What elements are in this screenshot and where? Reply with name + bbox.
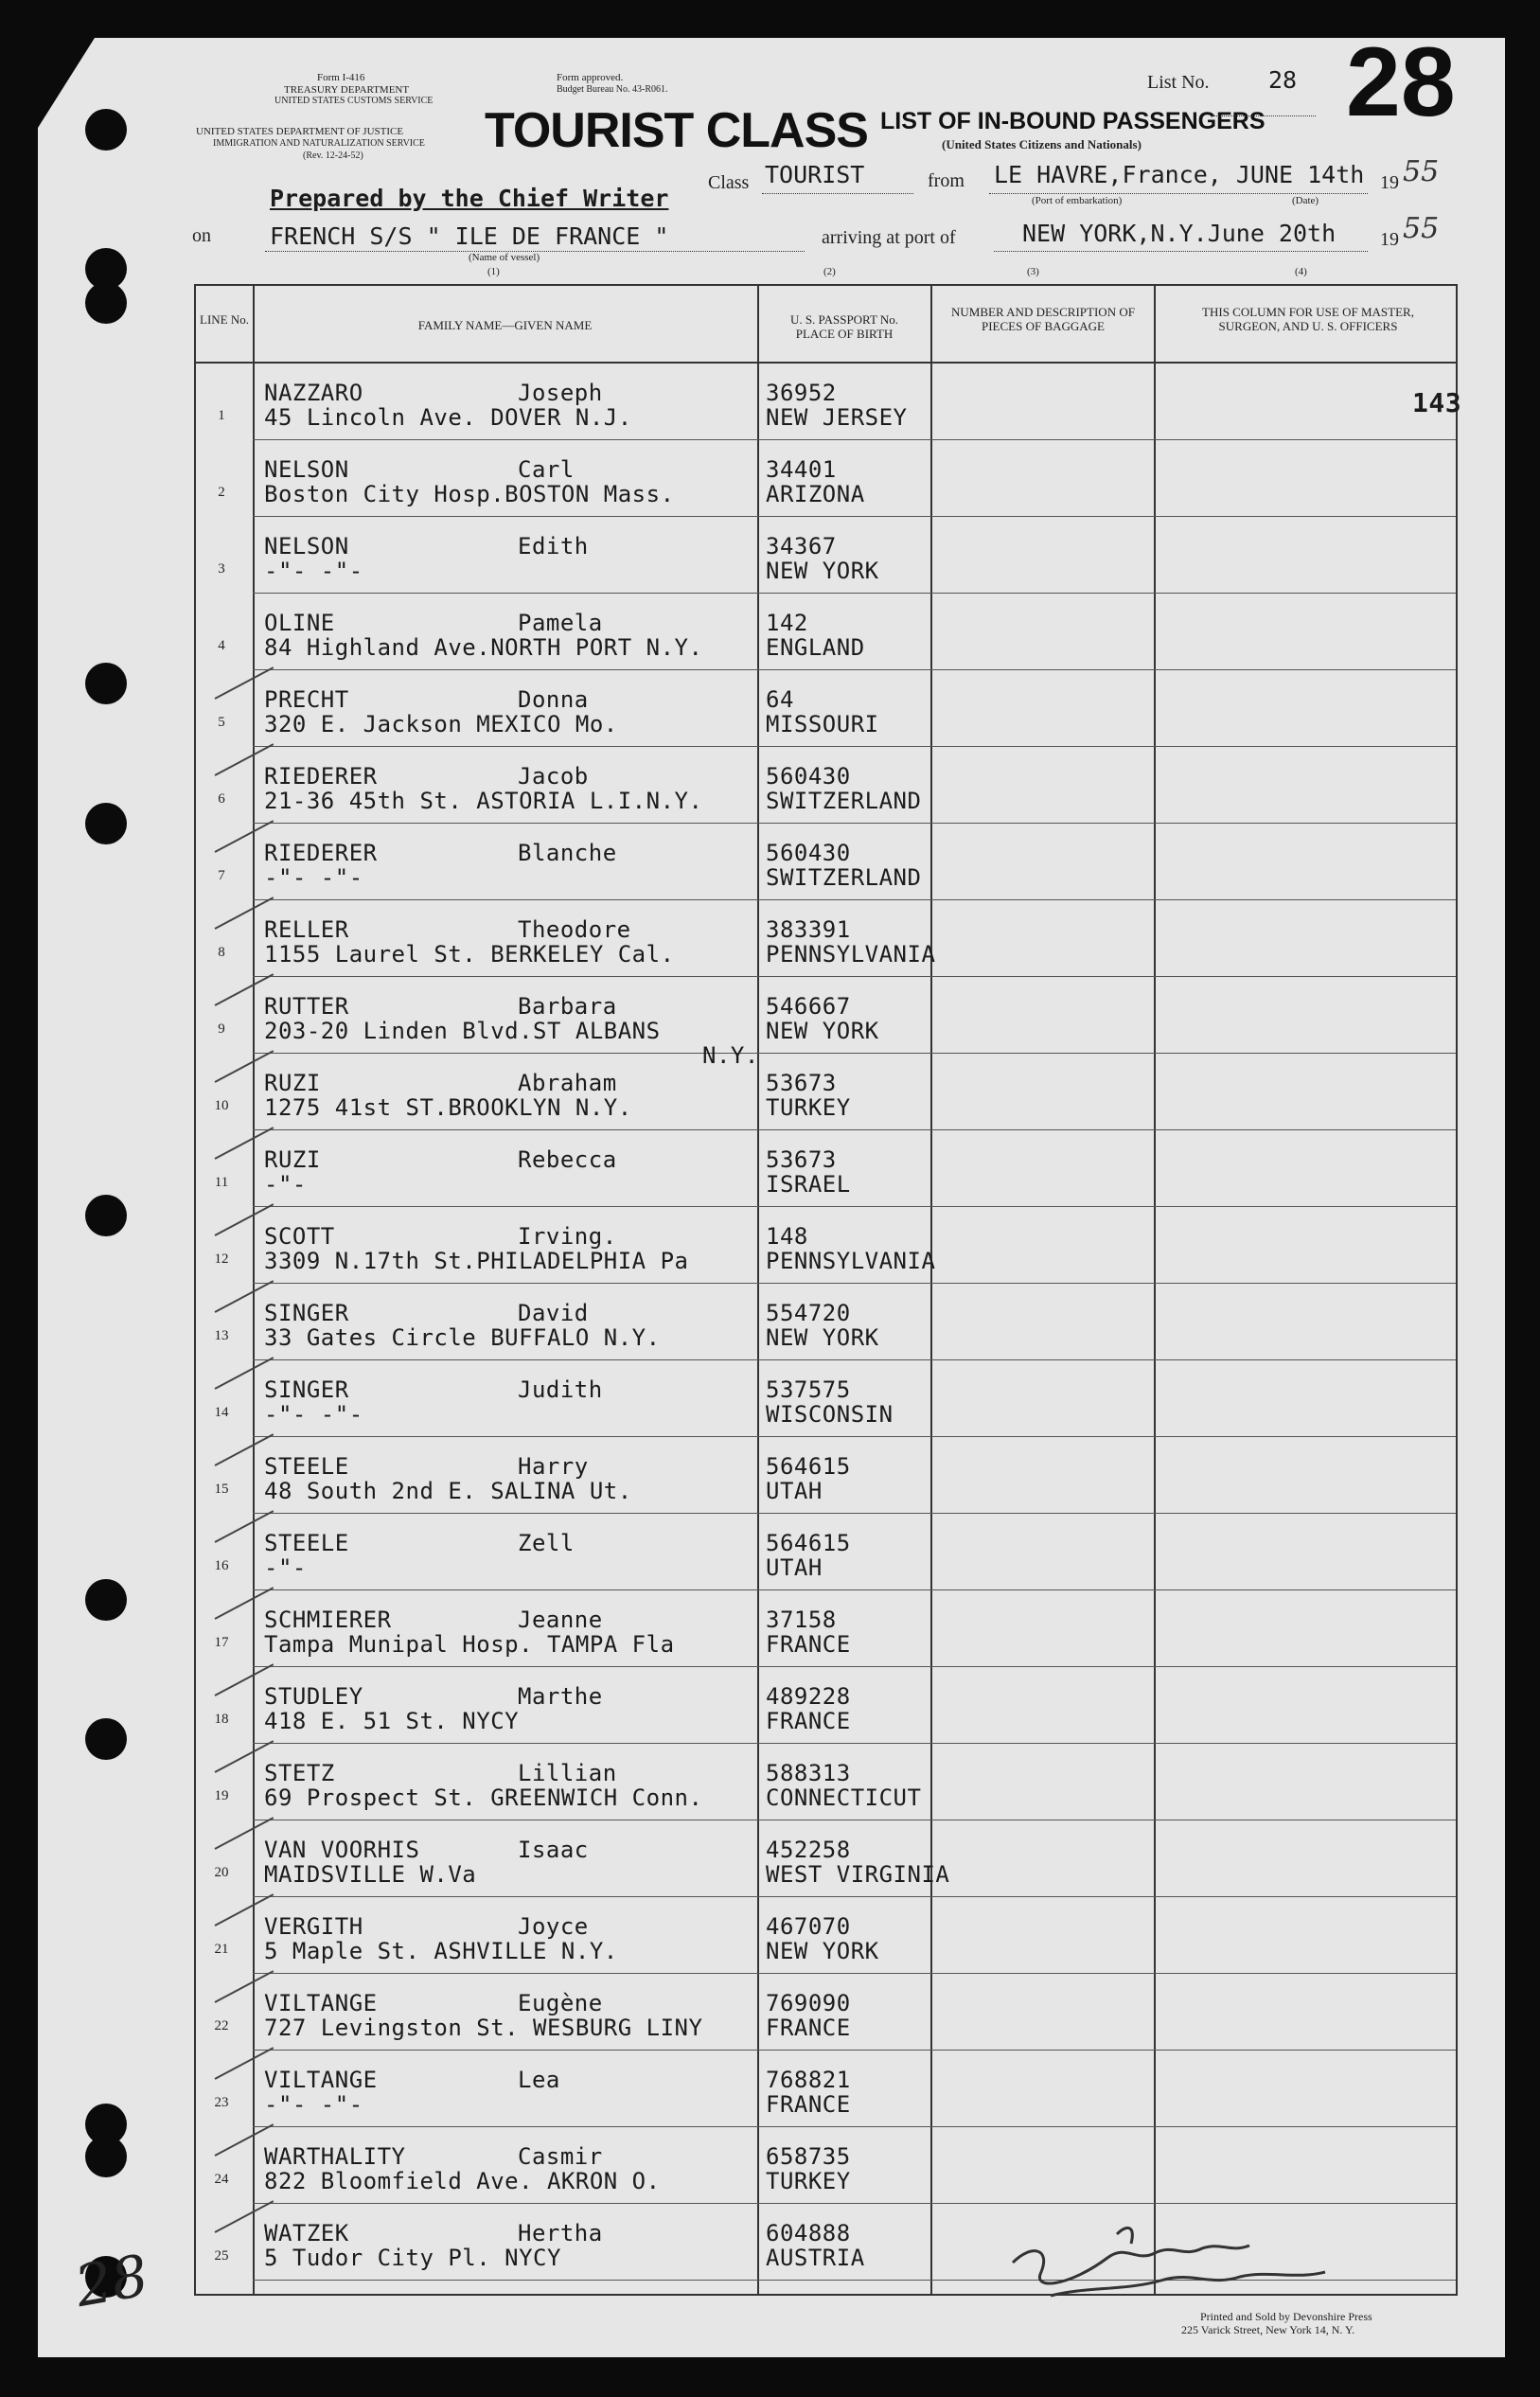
passport-number: 537575 bbox=[766, 1376, 851, 1403]
table-row bbox=[214, 1973, 1456, 2051]
col1-caption: (1) bbox=[487, 266, 500, 277]
given-name: Rebecca bbox=[518, 1146, 617, 1173]
given-name: Joyce bbox=[518, 1913, 589, 1940]
address: -"- -"- bbox=[264, 558, 363, 584]
address: 1275 41st ST.BROOKLYN N.Y. bbox=[264, 1094, 632, 1121]
ins-service: IMMIGRATION AND NATURALIZATION SERVICE bbox=[213, 138, 425, 149]
table-row bbox=[214, 1283, 1456, 1360]
list-no-underline bbox=[1212, 115, 1316, 116]
punch-hole bbox=[85, 663, 127, 704]
family-name: STUDLEY bbox=[264, 1683, 363, 1710]
address: 3309 N.17th St.PHILADELPHIA Pa bbox=[264, 1248, 689, 1274]
place-of-birth: NEW JERSEY bbox=[766, 404, 908, 431]
year-2: 55 bbox=[1403, 212, 1440, 245]
budget-bureau: Budget Bureau No. 43-R061. bbox=[557, 84, 668, 95]
address: MAIDSVILLE W.Va bbox=[264, 1861, 477, 1888]
address: 727 Levingston St. WESBURG LINY bbox=[264, 2015, 703, 2041]
table-row bbox=[218, 976, 1456, 1069]
address: 33 Gates Circle BUFFALO N.Y. bbox=[264, 1324, 661, 1351]
vessel-value: FRENCH S/S " ILE DE FRANCE " bbox=[270, 222, 669, 250]
printer-line-1: Printed and Sold by Devonshire Press bbox=[1200, 2310, 1372, 2323]
table-row bbox=[214, 1053, 1456, 1130]
line-number: 17 bbox=[214, 1635, 229, 1650]
tourist-class-title: TOURIST CLASS bbox=[485, 103, 868, 158]
vessel-caption: (Name of vessel) bbox=[469, 252, 540, 263]
address: -"- -"- bbox=[264, 2091, 363, 2118]
family-name: VILTANGE bbox=[264, 1990, 378, 2016]
table-row bbox=[214, 2126, 1456, 2204]
place-of-birth: ENGLAND bbox=[766, 634, 865, 661]
line-number: 16 bbox=[214, 1558, 229, 1573]
family-name: STETZ bbox=[264, 1760, 335, 1786]
passport-number: 383391 bbox=[766, 916, 851, 943]
table-row bbox=[218, 363, 1462, 440]
address: 822 Bloomfield Ave. AKRON O. bbox=[264, 2168, 661, 2194]
table-row bbox=[214, 1206, 1456, 1284]
line-number: 10 bbox=[214, 1098, 229, 1113]
passport-number: 564615 bbox=[766, 1530, 851, 1556]
family-name: SCHMIERER bbox=[264, 1607, 392, 1633]
table-row bbox=[214, 1820, 1456, 1897]
place-of-birth: TURKEY bbox=[766, 2168, 851, 2194]
place-of-birth: ARIZONA bbox=[766, 481, 865, 507]
arrival-underline bbox=[994, 251, 1368, 252]
list-no-value: 28 bbox=[1268, 66, 1298, 94]
table-row bbox=[218, 669, 1456, 747]
given-name: Barbara bbox=[518, 993, 617, 1020]
given-name: Casmir bbox=[518, 2143, 603, 2170]
table-row bbox=[218, 823, 1456, 900]
line-number: 24 bbox=[214, 2172, 229, 2187]
punch-hole bbox=[85, 1195, 127, 1236]
address: 5 Maple St. ASHVILLE N.Y. bbox=[264, 1938, 618, 1964]
place-of-birth: ISRAEL bbox=[766, 1171, 851, 1198]
line-number: 3 bbox=[218, 561, 225, 577]
on-label: on bbox=[192, 225, 211, 246]
given-name: Harry bbox=[518, 1453, 589, 1480]
table-row bbox=[218, 899, 1456, 977]
table-row bbox=[214, 1896, 1456, 1974]
place-of-birth: NEW YORK bbox=[766, 1324, 879, 1351]
line-number: 14 bbox=[214, 1405, 229, 1420]
table-row bbox=[218, 746, 1456, 824]
family-name: PRECHT bbox=[264, 686, 349, 713]
place-of-birth: NEW YORK bbox=[766, 1938, 879, 1964]
place-of-birth: FRANCE bbox=[766, 2015, 851, 2041]
given-name: Jacob bbox=[518, 763, 589, 790]
table-row bbox=[218, 593, 1456, 670]
list-no-label: List No. bbox=[1147, 72, 1210, 93]
header-officers: THIS COLUMN FOR USE OF MASTER, SURGEON, AND U. S. OFFICERS bbox=[1202, 305, 1414, 333]
form-approved: Form approved. bbox=[557, 72, 624, 83]
customs-service: UNITED STATES CUSTOMS SERVICE bbox=[274, 96, 434, 106]
place-of-birth: PENNSYLVANIA bbox=[766, 941, 936, 968]
family-name: NAZZARO bbox=[264, 380, 363, 406]
given-name: Isaac bbox=[518, 1837, 589, 1863]
address: 5 Tudor City Pl. NYCY bbox=[264, 2245, 561, 2271]
family-name: VILTANGE bbox=[264, 2067, 378, 2093]
family-name: RIEDERER bbox=[264, 840, 378, 866]
address: 1155 Laurel St. BERKELEY Cal. bbox=[264, 941, 675, 968]
class-label: Class bbox=[708, 172, 750, 193]
place-of-birth: UTAH bbox=[766, 1554, 823, 1581]
given-name: Judith bbox=[518, 1376, 603, 1403]
place-of-birth: CONNECTICUT bbox=[766, 1784, 922, 1811]
header-name: FAMILY NAME—GIVEN NAME bbox=[417, 318, 593, 332]
list-title: LIST OF IN-BOUND PASSENGERS bbox=[880, 108, 1266, 134]
family-name: RUTTER bbox=[264, 993, 349, 1020]
place-of-birth: AUSTRIA bbox=[766, 2245, 865, 2271]
line-number: 5 bbox=[218, 715, 225, 730]
line-number: 25 bbox=[214, 2248, 229, 2264]
family-name: RUZI bbox=[264, 1070, 321, 1096]
from-underline bbox=[989, 193, 1368, 194]
line-number: 15 bbox=[214, 1482, 229, 1497]
address: 69 Prospect St. GREENWICH Conn. bbox=[264, 1784, 703, 1811]
address: -"- bbox=[264, 1171, 307, 1198]
table-row bbox=[214, 1666, 1456, 1744]
given-name: Abraham bbox=[518, 1070, 617, 1096]
passport-number: 64 bbox=[766, 686, 794, 713]
family-name: VERGITH bbox=[264, 1913, 363, 1940]
form-revision: (Rev. 12-24-52) bbox=[303, 151, 363, 161]
passport-number: 546667 bbox=[766, 993, 851, 1020]
place-of-birth: NEW YORK bbox=[766, 558, 879, 584]
passport-number: 36952 bbox=[766, 380, 837, 406]
given-name: Eugène bbox=[518, 1990, 603, 2016]
passport-number: 467070 bbox=[766, 1913, 851, 1940]
punch-hole bbox=[85, 282, 127, 324]
given-name: Marthe bbox=[518, 1683, 603, 1710]
passport-number: 489228 bbox=[766, 1683, 851, 1710]
line-number: 18 bbox=[214, 1712, 229, 1727]
line-number: 13 bbox=[214, 1328, 229, 1343]
col2-caption: (2) bbox=[823, 266, 836, 277]
header-baggage: NUMBER AND DESCRIPTION OF PIECES OF BAGGAGE bbox=[951, 305, 1135, 333]
passport-number: 148 bbox=[766, 1223, 808, 1250]
family-name: RIEDERER bbox=[264, 763, 378, 790]
table-row bbox=[214, 1436, 1456, 1514]
family-name: STEELE bbox=[264, 1453, 349, 1480]
address-continuation: N.Y. bbox=[702, 1042, 759, 1069]
line-number: 22 bbox=[214, 2018, 229, 2033]
line-number: 4 bbox=[218, 638, 225, 653]
given-name: Theodore bbox=[518, 916, 631, 943]
address: 48 South 2nd E. SALINA Ut. bbox=[264, 1478, 632, 1504]
table-row bbox=[214, 2050, 1456, 2127]
line-number: 2 bbox=[218, 485, 225, 500]
given-name: Donna bbox=[518, 686, 589, 713]
address: -"- -"- bbox=[264, 1401, 363, 1428]
table-row bbox=[214, 1743, 1456, 1820]
table-row bbox=[214, 1513, 1456, 1590]
place-of-birth: TURKEY bbox=[766, 1094, 851, 1121]
address: Tampa Munipal Hosp. TAMPA Fla bbox=[264, 1631, 675, 1658]
address: 84 Highland Ave.NORTH PORT N.Y. bbox=[264, 634, 703, 661]
address: Boston City Hosp.BOSTON Mass. bbox=[264, 481, 675, 507]
table-row bbox=[214, 1589, 1456, 1667]
passport-number: 588313 bbox=[766, 1760, 851, 1786]
punch-hole bbox=[85, 803, 127, 844]
year-prefix-2: 19 bbox=[1380, 229, 1399, 250]
printer-line-2: 225 Varick Street, New York 14, N. Y. bbox=[1181, 2323, 1355, 2336]
line-number: 23 bbox=[214, 2095, 229, 2110]
arriving-label: arriving at port of bbox=[822, 227, 956, 248]
year-prefix-1: 19 bbox=[1380, 172, 1399, 193]
passport-number: 658735 bbox=[766, 2143, 851, 2170]
passenger-table bbox=[194, 284, 1462, 2296]
justice-dept: UNITED STATES DEPARTMENT OF JUSTICE bbox=[196, 126, 404, 137]
family-name: RELLER bbox=[264, 916, 349, 943]
family-name: WATZEK bbox=[264, 2220, 349, 2246]
passport-number: 53673 bbox=[766, 1070, 837, 1096]
line-number: 1 bbox=[218, 408, 225, 423]
family-name: VAN VOORHIS bbox=[264, 1837, 420, 1863]
passport-number: 53673 bbox=[766, 1146, 837, 1173]
arrival-value: NEW YORK,N.Y.June 20th bbox=[1022, 220, 1336, 247]
table-row bbox=[214, 1129, 1456, 1207]
class-underline bbox=[762, 193, 913, 194]
place-of-birth: PENNSYLVANIA bbox=[766, 1248, 936, 1274]
given-name: Zell bbox=[518, 1530, 575, 1556]
class-value: TOURIST bbox=[765, 161, 865, 188]
punch-hole bbox=[85, 1718, 127, 1760]
family-name: RUZI bbox=[264, 1146, 321, 1173]
date-caption: (Date) bbox=[1292, 195, 1319, 206]
family-name: NELSON bbox=[264, 533, 349, 559]
port-caption: (Port of embarkation) bbox=[1032, 195, 1123, 206]
passport-number: 560430 bbox=[766, 840, 851, 866]
given-name: Edith bbox=[518, 533, 589, 559]
address: 203-20 Linden Blvd.ST ALBANS bbox=[264, 1018, 661, 1044]
given-name: Jeanne bbox=[518, 1607, 603, 1633]
col3-caption: (3) bbox=[1027, 266, 1039, 277]
place-of-birth: FRANCE bbox=[766, 2091, 851, 2118]
address: 45 Lincoln Ave. DOVER N.J. bbox=[264, 404, 632, 431]
given-name: David bbox=[518, 1300, 589, 1326]
line-number: 6 bbox=[218, 791, 225, 807]
passport-number: 768821 bbox=[766, 2067, 851, 2093]
line-number: 8 bbox=[218, 945, 225, 960]
place-of-birth: WEST VIRGINIA bbox=[766, 1861, 950, 1888]
line-number: 19 bbox=[214, 1788, 229, 1803]
punch-hole bbox=[85, 1579, 127, 1621]
from-label: from bbox=[928, 170, 965, 191]
line-number: 20 bbox=[214, 1865, 229, 1880]
passport-number: 769090 bbox=[766, 1990, 851, 2016]
big-list-number: 28 bbox=[1346, 27, 1456, 137]
line-number: 21 bbox=[214, 1942, 229, 1957]
place-of-birth: FRANCE bbox=[766, 1631, 851, 1658]
passport-number: 34367 bbox=[766, 533, 837, 559]
place-of-birth: NEW YORK bbox=[766, 1018, 879, 1044]
family-name: WARTHALITY bbox=[264, 2143, 406, 2170]
place-of-birth: FRANCE bbox=[766, 1708, 851, 1734]
passport-number: 560430 bbox=[766, 763, 851, 790]
given-name: Pamela bbox=[518, 610, 603, 636]
prepared-by: Prepared by the Chief Writer bbox=[270, 185, 669, 212]
given-name: Lea bbox=[518, 2067, 560, 2093]
family-name: SINGER bbox=[264, 1300, 349, 1326]
table-row bbox=[214, 1359, 1456, 1437]
punch-hole bbox=[85, 109, 127, 151]
list-subtitle: (United States Citizens and Nationals) bbox=[942, 137, 1142, 151]
given-name: Blanche bbox=[518, 840, 617, 866]
passport-number: 37158 bbox=[766, 1607, 837, 1633]
torn-corner bbox=[38, 38, 95, 128]
form-number: Form I-416 bbox=[317, 72, 365, 83]
family-name: SCOTT bbox=[264, 1223, 335, 1250]
family-name: OLINE bbox=[264, 610, 335, 636]
passport-number: 34401 bbox=[766, 456, 837, 483]
col4-caption: (4) bbox=[1295, 266, 1307, 277]
officer-signature bbox=[994, 2206, 1354, 2310]
given-name: Irving. bbox=[518, 1223, 617, 1250]
family-name: SINGER bbox=[264, 1376, 349, 1403]
place-of-birth: SWITZERLAND bbox=[766, 788, 922, 814]
place-of-birth: UTAH bbox=[766, 1478, 823, 1504]
address: -"- -"- bbox=[264, 864, 363, 891]
address: 418 E. 51 St. NYCY bbox=[264, 1708, 520, 1734]
header-line-no: LINE No. bbox=[200, 312, 249, 327]
family-name: STEELE bbox=[264, 1530, 349, 1556]
embark-value: LE HAVRE,France, JUNE 14th bbox=[994, 161, 1365, 188]
place-of-birth: SWITZERLAND bbox=[766, 864, 922, 891]
header-passport: U. S. PASSPORT No. PLACE OF BIRTH bbox=[789, 312, 899, 341]
address: 320 E. Jackson MEXICO Mo. bbox=[264, 711, 618, 737]
place-of-birth: MISSOURI bbox=[766, 711, 879, 737]
passport-number: 554720 bbox=[766, 1300, 851, 1326]
given-name: Hertha bbox=[518, 2220, 603, 2246]
treasury-dept: TREASURY DEPARTMENT bbox=[284, 84, 410, 96]
given-name: Carl bbox=[518, 456, 575, 483]
line-number: 9 bbox=[218, 1021, 225, 1037]
address: -"- bbox=[264, 1554, 307, 1581]
table-row bbox=[218, 439, 1456, 517]
given-name: Lillian bbox=[518, 1760, 617, 1786]
line-number: 11 bbox=[214, 1175, 229, 1190]
passport-number: 452258 bbox=[766, 1837, 851, 1863]
officer-note: 143 bbox=[1412, 387, 1462, 418]
passport-number: 142 bbox=[766, 610, 808, 636]
address: 21-36 45th St. ASTORIA L.I.N.Y. bbox=[264, 788, 703, 814]
given-name: Joseph bbox=[518, 380, 603, 406]
place-of-birth: WISCONSIN bbox=[766, 1401, 894, 1428]
margin-note: 28 bbox=[70, 2242, 153, 2321]
table-row bbox=[218, 516, 1456, 594]
passport-number: 564615 bbox=[766, 1453, 851, 1480]
year-1: 55 bbox=[1403, 155, 1440, 188]
passport-number: 604888 bbox=[766, 2220, 851, 2246]
punch-hole bbox=[85, 2136, 127, 2177]
line-number: 12 bbox=[214, 1252, 229, 1267]
line-number: 7 bbox=[218, 868, 225, 883]
family-name: NELSON bbox=[264, 456, 349, 483]
